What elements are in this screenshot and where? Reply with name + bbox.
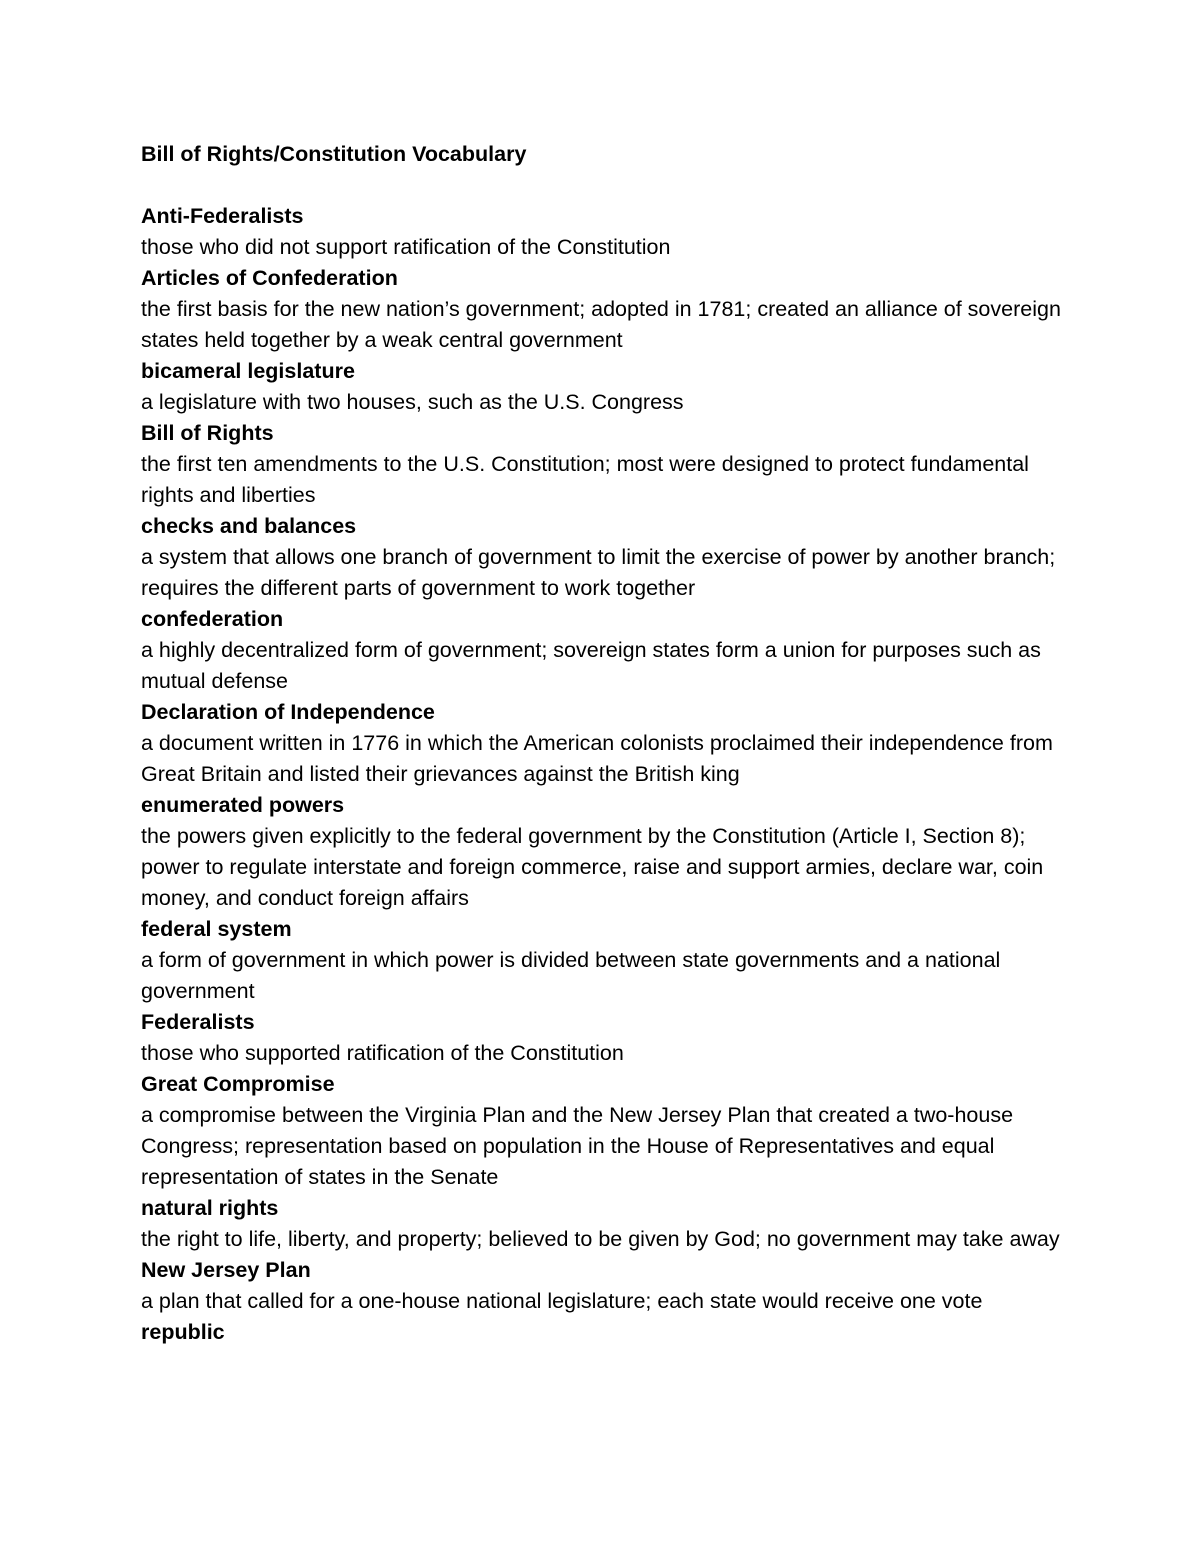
vocab-definition: the right to life, liberty, and property; believed to be given by God; no government may take away — [141, 1227, 1060, 1251]
vocab-term: federal system — [141, 917, 292, 941]
vocab-definition: those who did not support ratification of the Constitution — [141, 235, 671, 259]
vocab-definition: a legislature with two houses, such as the U.S. Congress — [141, 390, 684, 414]
vocab-entry-articles-of-confederation — [141, 263, 1081, 356]
vocab-term: Great Compromise — [141, 1072, 335, 1096]
vocab-entry-bicameral-legislature — [141, 356, 1081, 418]
vocab-entry-federal-system — [141, 914, 1081, 1007]
page-title: Bill of Rights/Constitution Vocabulary — [141, 142, 527, 166]
vocab-term: Federalists — [141, 1010, 255, 1034]
vocab-entry-natural-rights — [141, 1193, 1081, 1255]
vocab-term: New Jersey Plan — [141, 1258, 311, 1282]
vocab-definition: a compromise between the Virginia Plan and the New Jersey Plan that created a two-house Congress; representation based on population in the House of Representatives and equal representation of states in the Senate — [141, 1103, 1014, 1189]
vocab-definition: a system that allows one branch of government to limit the exercise of power by another branch; requires the different parts of government to work together — [141, 545, 1056, 600]
vocab-entry-enumerated-powers — [141, 790, 1081, 914]
vocab-entry-republic — [141, 1317, 1081, 1348]
vocab-entry-bill-of-rights — [141, 418, 1081, 511]
vocab-entry-checks-and-balances — [141, 511, 1081, 604]
vocab-term: enumerated powers — [141, 793, 345, 817]
vocab-definition: the first ten amendments to the U.S. Constitution; most were designed to protect fundamental rights and liberties — [141, 452, 1029, 507]
vocab-definition: the powers given explicitly to the federal government by the Constitution (Article I, Section 8); power to regulate interstate and foreign commerce, raise and support armies, declare war, coin money, and conduct foreign affairs — [141, 824, 1044, 910]
vocab-entry-declaration-of-independence — [141, 697, 1081, 790]
vocab-definition: a document written in 1776 in which the American colonists proclaimed their independence from Great Britain and listed their grievances against the British king — [141, 731, 1053, 786]
vocab-term: bicameral legislature — [141, 359, 355, 383]
title-spacer — [141, 170, 1081, 201]
vocab-entry-anti-federalists — [141, 201, 1081, 263]
vocab-term: Bill of Rights — [141, 421, 274, 445]
document-page — [141, 139, 1081, 1348]
vocab-definition: the first basis for the new nation’s government; adopted in 1781; created an alliance of sovereign states held together by a weak central government — [141, 297, 1061, 352]
vocab-definition: a form of government in which power is divided between state governments and a national government — [141, 948, 1001, 1003]
vocab-term: confederation — [141, 607, 284, 631]
vocab-definition: a highly decentralized form of government; sovereign states form a union for purposes such as mutual defense — [141, 638, 1041, 693]
vocab-definition: a plan that called for a one-house national legislature; each state would receive one vote — [141, 1289, 983, 1313]
vocab-entry-new-jersey-plan — [141, 1255, 1081, 1317]
vocab-term: republic — [141, 1320, 225, 1344]
vocab-term: natural rights — [141, 1196, 279, 1220]
vocab-term: Anti-Federalists — [141, 204, 304, 228]
vocab-entry-federalists — [141, 1007, 1081, 1069]
vocab-term: Declaration of Independence — [141, 700, 435, 724]
vocab-entry-confederation — [141, 604, 1081, 697]
vocab-term: checks and balances — [141, 514, 357, 538]
vocab-term: Articles of Confederation — [141, 266, 398, 290]
vocab-entry-great-compromise — [141, 1069, 1081, 1193]
vocab-definition: those who supported ratification of the Constitution — [141, 1041, 624, 1065]
